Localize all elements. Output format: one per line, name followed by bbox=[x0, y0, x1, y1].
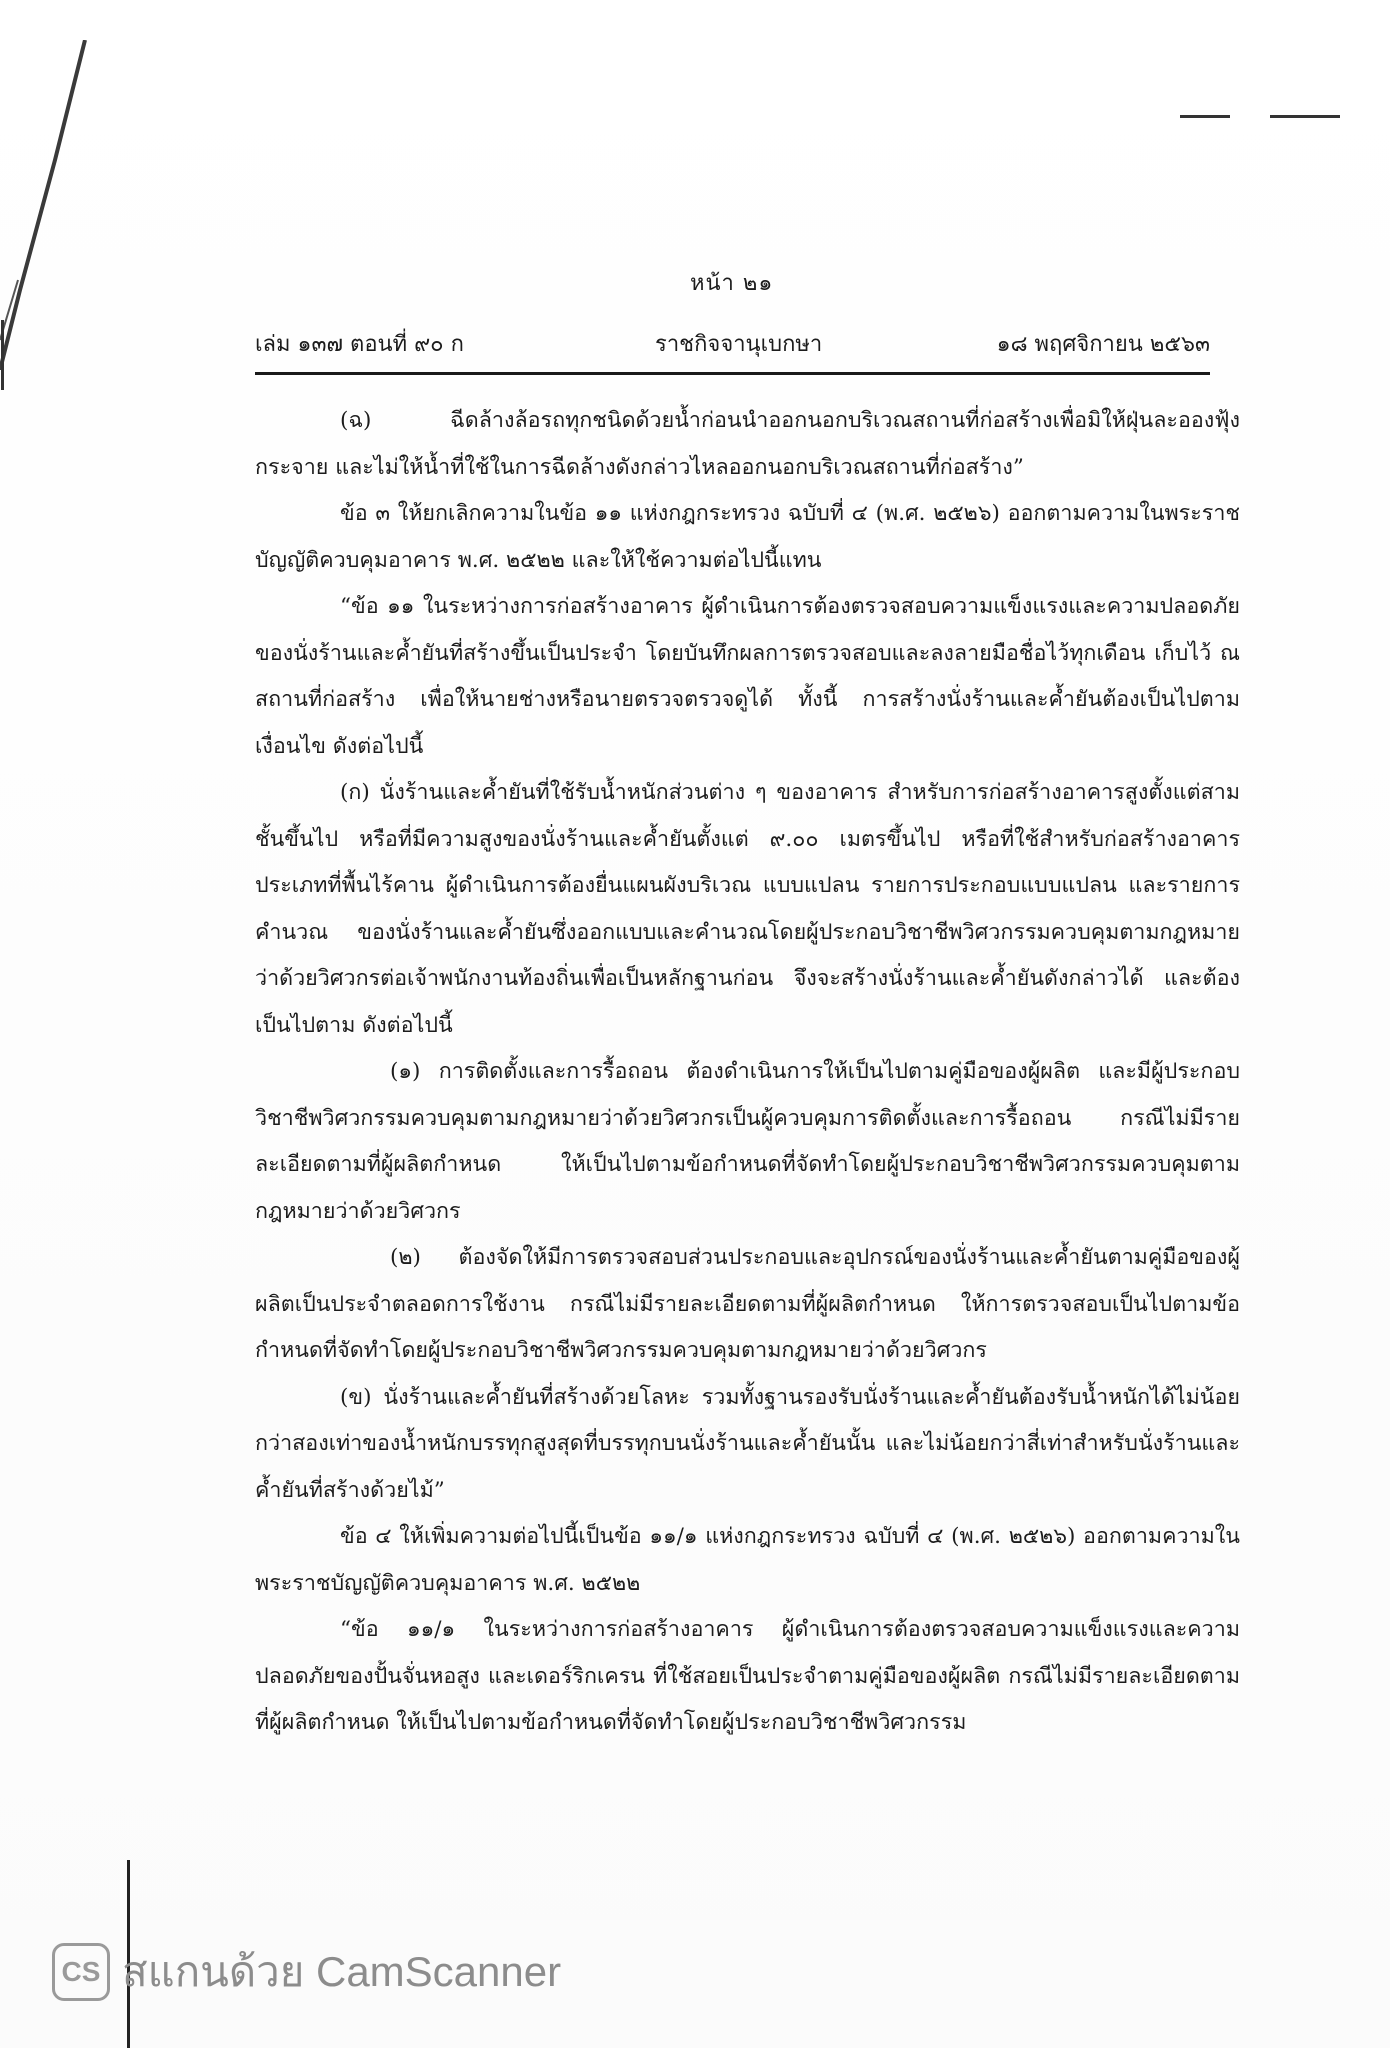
scan-mark bbox=[1180, 115, 1230, 118]
header-rule bbox=[255, 372, 1210, 375]
paragraph: (๒) ต้องจัดให้มีการตรวจสอบส่วนประกอบและอุปกรณ์ของนั่งร้านและค้ำยันตามคู่มือของผู้ผลิตเป็นประจำตลอดการใช้งาน กรณีไม่มีรายละเอียดตามที่ผู้ผลิตกำหนด ให้การตรวจสอบเป็นไปตามข้อกำหนดที่จัดทำโดยผู้ประกอบวิชาชีพวิศวกรรมควบคุมตามกฎหมายว่าด้วยวิศวกร bbox=[255, 1245, 1240, 1363]
paragraph: “ข้อ ๑๑/๑ ในระหว่างการก่อสร้างอาคาร ผู้ดำเนินการต้องตรวจสอบความแข็งแรงและความปลอดภัยของปั้นจั่นหอสูง และเดอร์ริกเครน ที่ใช้สอยเป็นประจำตามคู่มือของผู้ผลิต กรณีไม่มีรายละเอียดตามที่ผู้ผลิตกำหนด ให้เป็นไปตามข้อกำหนดที่จัดทำโดยผู้ประกอบวิชาชีพวิศวกรรม bbox=[255, 1617, 1240, 1735]
camscanner-watermark bbox=[52, 1942, 561, 2002]
paragraph: (ข) นั่งร้านและค้ำยันที่สร้างด้วยโลหะ รวมทั้งฐานรองรับนั่งร้านและค้ำยันต้องรับน้ำหนักได้ไม่น้อยกว่าสองเท่าของน้ำหนักบรรทุกสูงสุดที่บรรทุกบนนั่งร้านและค้ำยันนั้น และไม่น้อยกว่าสี่เท่าสำหรับนั่งร้านและค้ำยันที่สร้างด้วยไม้” bbox=[255, 1384, 1240, 1503]
publish-date: ๑๘ พฤศจิกายน ๒๕๖๓ bbox=[996, 332, 1210, 357]
paragraph: (ก) นั่งร้านและค้ำยันที่ใช้รับน้ำหนักส่วนต่าง ๆ ของอาคาร สำหรับการก่อสร้างอาคารสูงตั้งแต่สามชั้นขึ้นไป หรือที่มีความสูงของนั่งร้านและค้ำยันตั้งแต่ ๙.๐๐ เมตรขึ้นไป หรือที่ใช้สำหรับก่อสร้างอาคารประเภทที่พื้นไร้คาน ผู้ดำเนินการต้องยื่นแผนผังบริเวณ แบบแปลน รายการประกอบแบบแปลน และรายการคำนวณ ของนั่งร้านและค้ำยันซึ่งออกแบบและคำนวณโดยผู้ประกอบวิชาชีพวิศวกรรมควบคุมตามกฎหมายว่าด้วยวิศวกรต่อเจ้าพนักงานท้องถิ่นเพื่อเป็นหลักฐานก่อน จึงจะสร้างนั่งร้านและค้ำยันดังกล่าวได้ และต้องเป็นไปตาม ดังต่อไปนี้ bbox=[255, 780, 1240, 1038]
document-body bbox=[255, 398, 1240, 1747]
paragraph: ข้อ ๔ ให้เพิ่มความต่อไปนี้เป็นข้อ ๑๑/๑ แห่งกฎกระทรวง ฉบับที่ ๔ (พ.ศ. ๒๕๒๖) ออกตามความในพระราชบัญญัติควบคุมอาคาร พ.ศ. ๒๕๒๒ bbox=[255, 1524, 1240, 1596]
paragraph: (๑) การติดตั้งและการรื้อถอน ต้องดำเนินการให้เป็นไปตามคู่มือของผู้ผลิต และมีผู้ประกอบวิชาชีพวิศวกรรมควบคุมตามกฎหมายว่าด้วยวิศวกรเป็นผู้ควบคุมการติดตั้งและการรื้อถอน กรณีไม่มีรายละเอียดตามที่ผู้ผลิตกำหนด ให้เป็นไปตามข้อกำหนดที่จัดทำโดยผู้ประกอบวิชาชีพวิศวกรรมควบคุมตามกฎหมายว่าด้วยวิศวกร bbox=[255, 1059, 1240, 1224]
camscanner-logo-icon: CS bbox=[52, 1943, 110, 2001]
paragraph: “ข้อ ๑๑ ในระหว่างการก่อสร้างอาคาร ผู้ดำเนินการต้องตรวจสอบความแข็งแรงและความปลอดภัยของนั่งร้านและค้ำยันที่สร้างขึ้นเป็นประจำ โดยบันทึกผลการตรวจสอบและลงลายมือชื่อไว้ทุกเดือน เก็บไว้ ณ สถานที่ก่อสร้าง เพื่อให้นายช่างหรือนายตรวจตรวจดูได้ ทั้งนี้ การสร้างนั่งร้านและค้ำยันต้องเป็นไปตามเงื่อนไข ดังต่อไปนี้ bbox=[255, 594, 1240, 759]
scan-mark bbox=[1, 320, 4, 390]
page-number: หน้า ๒๑ bbox=[690, 271, 774, 296]
gazette-title: ราชกิจจานุเบกษา bbox=[655, 332, 823, 357]
volume-info: เล่ม ๑๓๗ ตอนที่ ๙๐ ก bbox=[255, 332, 464, 357]
paragraph: ข้อ ๓ ให้ยกเลิกความในข้อ ๑๑ แห่งกฎกระทรวง ฉบับที่ ๔ (พ.ศ. ๒๕๒๖) ออกตามความในพระราชบัญญัติควบคุมอาคาร พ.ศ. ๒๕๒๒ และให้ใช้ความต่อไปนี้แทน bbox=[255, 501, 1240, 573]
camscanner-text: สแกนด้วย CamScanner bbox=[122, 1948, 562, 1995]
scan-edge-shadow bbox=[0, 40, 90, 370]
gazette-header bbox=[255, 326, 1210, 366]
scan-mark bbox=[1270, 115, 1340, 118]
paragraph: (ฉ) ฉีดล้างล้อรถทุกชนิดด้วยน้ำก่อนนำออกนอกบริเวณสถานที่ก่อสร้างเพื่อมิให้ฝุ่นละอองฟุ้งกระจาย และไม่ให้น้ำที่ใช้ในการฉีดล้างดังกล่าวไหลออกนอกบริเวณสถานที่ก่อสร้าง” bbox=[255, 408, 1240, 480]
